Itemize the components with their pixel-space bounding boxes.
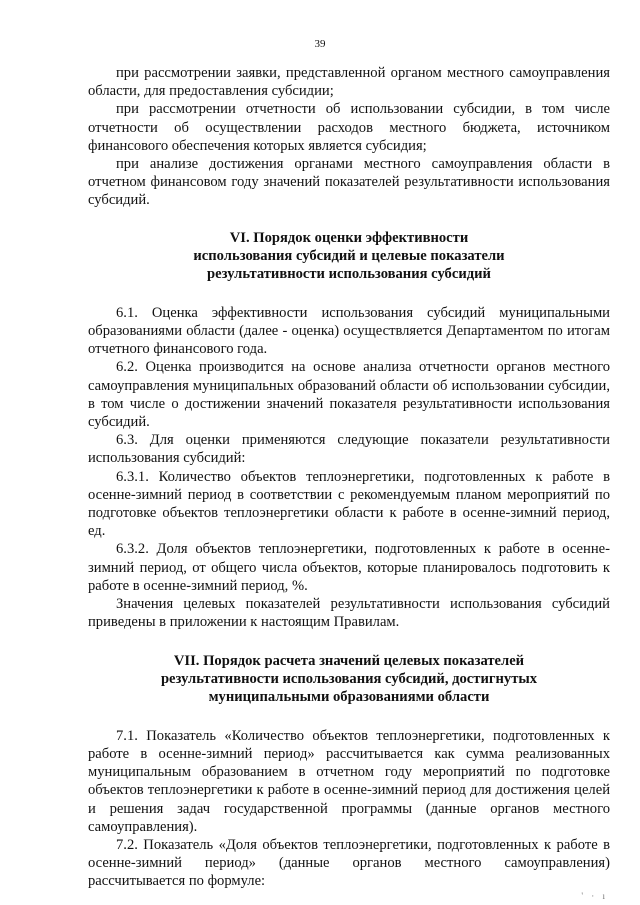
section-7-title-line-3: муниципальными образованиями области: [208, 689, 490, 706]
paragraph-6-2: 6.2. Оценка производится на основе анализа отчетности органов местного самоуправления муниципальных образований области об использовании субсидии, в том числе о достижении значений показателя результативности использования субсидий.: [88, 359, 610, 431]
section-6-title: [88, 229, 610, 284]
section-7-title-line-1: VII. Порядок расчета значений целевых показателей: [173, 652, 525, 669]
paragraph-6-3-2: 6.3.2. Доля объектов теплоэнергетики, подготовленных к работе в осенне-зимний период, от общего числа объектов, которые планировалось подготовить к работе в осенне-зимний период, %.: [88, 541, 610, 594]
paragraph-7-1: 7.1. Показатель «Количество объектов теплоэнергетики, подготовленных к работе в осенне-зимний период» рассчитывается как сумма реализованных муниципальным образованием в отчетном году мероприятий по подготовке объектов теплоэнергетики к работе в осенне-зимний период для достижения целей и решения задач государственной программы (данные органов местного самоуправления).: [88, 727, 610, 835]
section-7-title-line-2: результативности использования субсидий, достигнутых: [160, 670, 538, 687]
document-body: [88, 64, 610, 891]
section-7-title: [88, 652, 610, 707]
paragraph-7-2: 7.2. Показатель «Доля объектов теплоэнергетики, подготовленных к работе в осенне-зимний период» (данные органов местного самоуправления) рассчитывается по формуле:: [88, 836, 610, 890]
section-6-title-line-3: результативности использования субсидий: [207, 266, 491, 283]
section-6-title-line-2: использования субсидий и целевые показатели: [193, 248, 505, 265]
paragraph-6-3-1: 6.3.1. Количество объектов теплоэнергетики, подготовленных к работе в осенне-зимний период в соответствии с рекомендуемым планом мероприятий по подготовке объектов теплоэнергетики области к работе в осенне-зимний период, ед.: [88, 468, 610, 540]
paragraph-6-3: 6.3. Для оценки применяются следующие показатели результативности использования субсидий:: [88, 432, 610, 467]
section-6-title-line-1: VI. Порядок оценки эффективности: [229, 229, 469, 246]
paragraph-6-values: Значения целевых показателей результативности использования субсидий приведены в приложении к настоящим Правилам.: [88, 596, 610, 631]
corner-scan-mark: ' · ı: [581, 891, 608, 901]
paragraph-6-1: 6.1. Оценка эффективности использования субсидий муниципальными образованиями области (далее - оценка) осуществляется Департаментом по итогам отчетного финансового года.: [88, 304, 610, 358]
intro-paragraph-1: при рассмотрении заявки, представленной органом местного самоуправления области, для предоставления субсидии;: [88, 65, 610, 100]
page-number: 39: [314, 38, 326, 50]
intro-paragraph-3: при анализе достижения органами местного самоуправления области в отчетном финансовом году значений показателей результативности использования субсидий.: [88, 156, 610, 209]
intro-paragraph-2: при рассмотрении отчетности об использовании субсидии, в том числе отчетности об осуществлении расходов местного бюджета, источником финансового обеспечения которых является субсидия;: [88, 101, 610, 154]
